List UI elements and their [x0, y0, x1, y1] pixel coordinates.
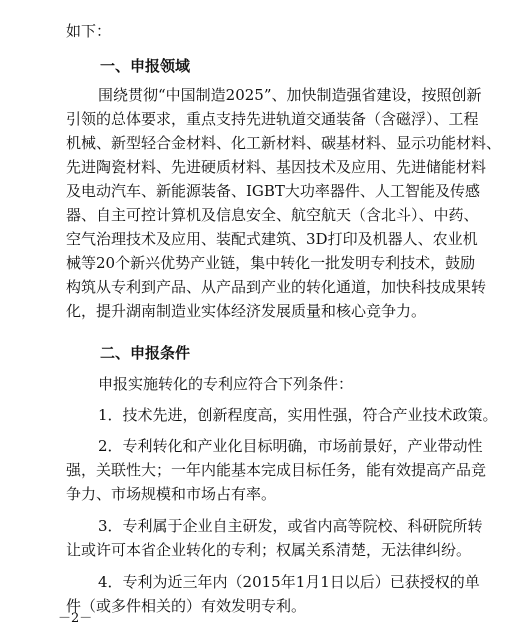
section-1-line: 引领的总体要求，重点支持先进轨道交通装备（含磁浮）、工程: [66, 110, 479, 128]
section-2-line: 2．专利转化和产业化目标明确，市场前景好，产业带动性: [98, 437, 483, 455]
section-2-line: 件（或多件相关的）有效发明专利。: [66, 597, 307, 615]
section-1-line: 围绕贯彻“中国制造2025”、加快制造强省建设，按照创新: [98, 86, 482, 104]
section-2-line: 4．专利为近三年内（2015年1月1日以后）已获授权的单: [98, 573, 480, 591]
section-2-line: 1．技术先进，创新程度高，实用性强，符合产业技术政策。: [98, 406, 498, 424]
section-1-line: 械等20个新兴优势产业链，集中转化一批发明专利技术，鼓励: [66, 254, 476, 272]
section-2-line: 3．专利属于企业自主研发，或省内高等院校、科研院所转: [98, 517, 483, 535]
section-1-line: 器、自主可控计算机及信息安全、航空航天（含北斗）、中药、: [66, 206, 479, 224]
intro-text: 如下：: [66, 22, 112, 40]
section-2-line: 申报实施转化的专利应符合下列条件：: [98, 375, 354, 393]
section-1-line: 机械、新型轻合金材料、化工新材料、碳基材料、显示功能材料、: [66, 134, 502, 152]
section-1-line: 构筑从专利到产品、从产品到产业的转化通道，加快科技成果转: [66, 278, 487, 296]
section-1-heading: 一、申报领域: [100, 57, 191, 75]
page-number: －2－: [58, 611, 93, 626]
section-2-heading: 二、申报条件: [100, 344, 191, 362]
section-2-line: 让或许可本省企业转化的专利；权属关系清楚，无法律纠纷。: [66, 541, 472, 559]
section-1-line: 先进陶瓷材料、先进硬质材料、基因技术及应用、先进储能材料: [66, 158, 487, 176]
section-2-line: 争力、市场规模和市场占有率。: [66, 485, 277, 503]
section-1-line: 及电动汽车、新能源装备、IGBT大功率器件、人工智能及传感: [66, 182, 480, 200]
section-1-line: 化，提升湖南制造业实体经济发展质量和核心竞争力。: [66, 302, 427, 320]
section-2-line: 强，关联性大；一年内能基本完成目标任务，能有效提高产品竞: [66, 461, 487, 479]
section-1-line: 空气治理技术及应用、装配式建筑、3D打印及机器人、农业机: [66, 230, 478, 248]
